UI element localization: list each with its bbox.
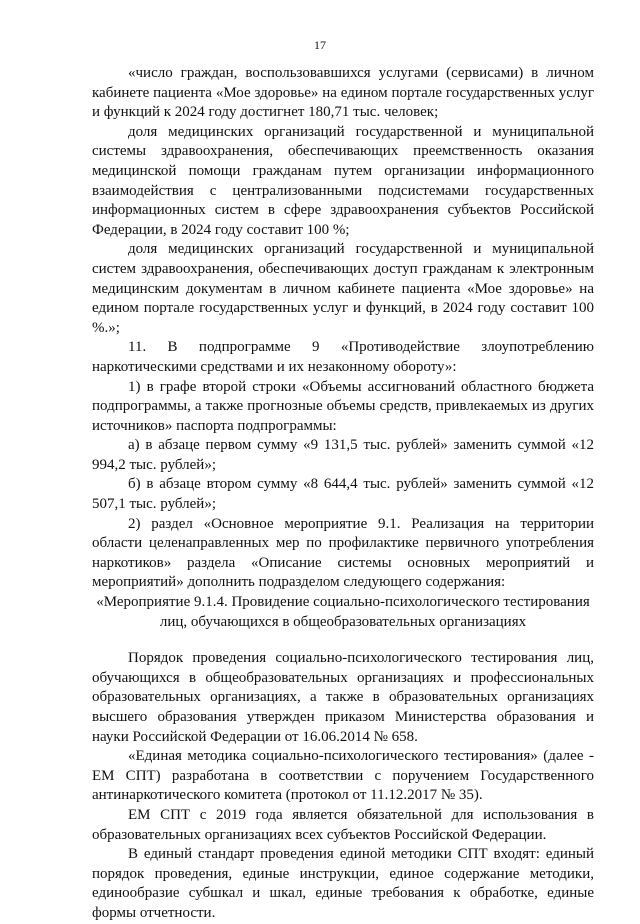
paragraph-count-of-users: «число граждан, воспользовавшихся услугами (сервисами) в личном кабинете пациента «Мое здоровье» на едином портале государственных услуг и функций к 2024 году достигнет 180,71 тыс. человек; bbox=[92, 65, 594, 121]
paragraph-subitem-a: а) в абзаце первом сумму «9 131,5 тыс. рублей» заменить суммой «12 994,2 тыс. рублей»; bbox=[92, 437, 594, 473]
paragraph-subitem-2: 2) раздел «Основное мероприятие 9.1. Реализация на территории области целенаправленных мер по профилактике первичного употребления наркотиков» раздела «Описание системы основных мероприятий и мероприятий» дополнить подразделом следующего содержания: bbox=[92, 515, 594, 591]
paragraph-share-e-documents: доля медицинских организаций государственной и муниципальной систем здравоохранения, обеспечивающих доступ гражданам к электронным медицинским документам в личном кабинете пациента «Мое здоровье» на едином портале государственных услуг и функций, в 2024 году составит 100 %.»; bbox=[92, 241, 594, 336]
document-body bbox=[92, 64, 594, 924]
paragraph-procedure: Порядок проведения социально-психологического тестирования лиц, обучающихся в общеобразовательных организациях и профессиональных образовательных организациях, а также в образовательных организациях высшего образования утвержден приказом Министерства образования и науки Российской Федерации от 16.06.2014 № 658. bbox=[92, 650, 594, 745]
paragraph-item-11: 11. В подпрограмме 9 «Противодействие злоупотреблению наркотическими средствами и их незаконному обороту»: bbox=[92, 339, 594, 375]
page-number: 17 bbox=[314, 38, 326, 52]
section-heading-line-1: «Мероприятие 9.1.4. Провидение социально-психологического тестирования bbox=[96, 594, 590, 611]
paragraph-share-continuity: доля медицинских организаций государственной и муниципальной системы здравоохранения, обеспечивающих преемственность оказания медицинской помощи гражданам путем организации информационного взаимодействия с централизованными подсистемами государственных информационных систем в сфере здравоохранения субъектов Российской Федерации, в 2024 году составит 100 %; bbox=[92, 123, 594, 238]
spacer bbox=[92, 632, 594, 649]
paragraph-subitem-1: 1) в графе второй строки «Объемы ассигнований областного бюджета подпрограммы, а также прогнозные объемы средств, привлекаемых из других источников» паспорта подпрограммы: bbox=[92, 378, 594, 434]
paragraph-standard: В единый стандарт проведения единой методики СПТ входят: единый порядок проведения, единые инструкции, единое содержание методики, единообразие субшкал и шкал, единые требования к обработке, единые формы отчетности. bbox=[92, 846, 594, 921]
paragraph-subitem-b: б) в абзаце втором сумму «8 644,4 тыс. рублей» заменить суммой «12 507,1 тыс. рублей»; bbox=[92, 476, 594, 513]
section-heading-line-2: лиц, обучающихся в общеобразовательных организациях bbox=[159, 613, 527, 630]
paragraph-methodology: «Единая методика социально-психологического тестирования» (далее - ЕМ СПТ) разработана в соответствии с поручением Государственного антинаркотического комитета (протокол от 11.12.2017 № 35). bbox=[92, 748, 594, 804]
paragraph-mandatory: ЕМ СПТ с 2019 года является обязательной для использования в образовательных организациях всех субъектов Российской Федерации. bbox=[92, 806, 594, 843]
